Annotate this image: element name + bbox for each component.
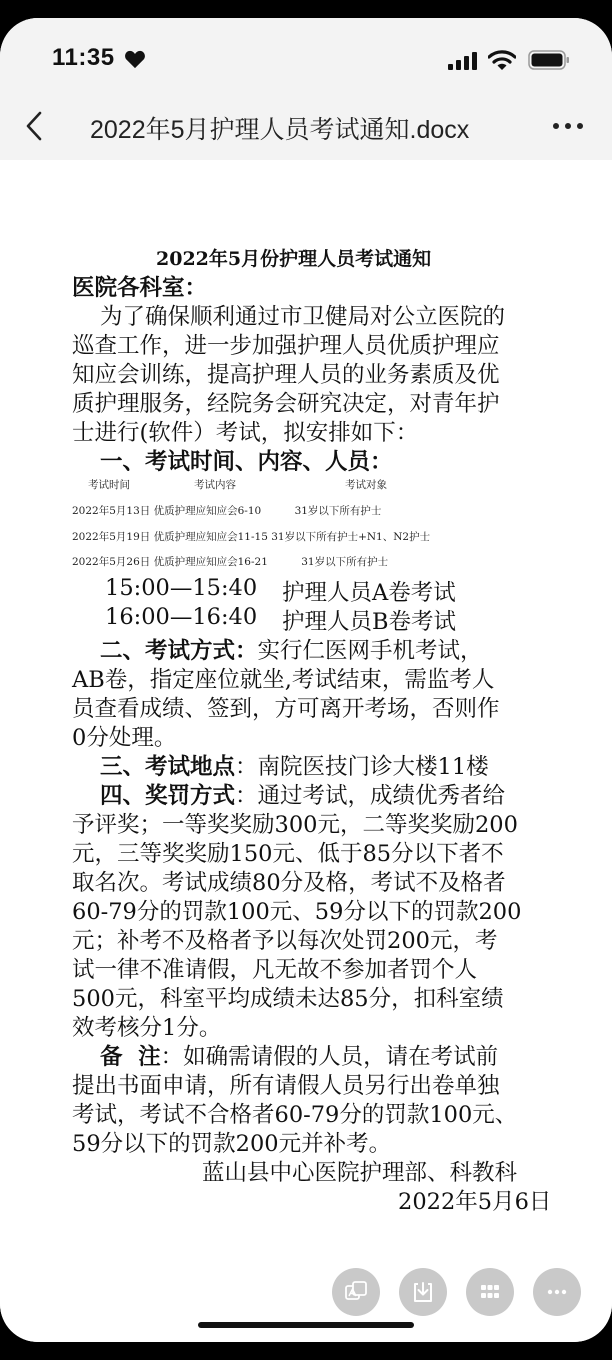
home-indicator[interactable] (198, 1322, 414, 1328)
signature: 蓝山县中心医院护理部、科教科 (202, 1160, 518, 1186)
more-options-icon[interactable] (548, 114, 588, 138)
paragraph-line: 予评奖；一等奖奖励300元，二等奖奖励200 (72, 812, 518, 838)
battery-icon (528, 50, 570, 70)
section-heading: 四、奖罚方式 (100, 783, 236, 809)
table-row: 2022年5月13日 优质护理应知应会6-10 31岁以下所有护士 (72, 505, 382, 517)
salutation: 医院各科室： (72, 275, 208, 301)
session-description: 护理人员B卷考试 (282, 609, 457, 635)
more-actions-button[interactable] (533, 1268, 581, 1316)
table-row: 2022年5月26日 优质护理应知应会16-21 31岁以下所有护士 (72, 556, 389, 568)
section-heading: 一、考试时间、内容、人员： (100, 449, 393, 475)
paragraph-line: 知应会训练，提高护理人员的业务素质及优 (72, 362, 500, 388)
section-heading: 备 注 (100, 1044, 161, 1070)
paragraph-line: 0分处理。 (72, 725, 177, 751)
document-date: 2022年5月6日 (398, 1189, 552, 1215)
back-chevron-icon[interactable] (20, 108, 50, 144)
download-icon (411, 1280, 435, 1304)
paragraph-line: 质护理服务，经院务会研究决定，对青年护 (72, 391, 500, 417)
paragraph-line: ：南院医技门诊大楼11楼 (235, 754, 489, 780)
table-header-content: 考试内容 (194, 479, 236, 491)
section-exam-method (100, 633, 483, 665)
paragraph-line: 实行仁医网手机考试， (257, 638, 483, 664)
session-description: 护理人员A卷考试 (282, 580, 456, 606)
status-time: 11:35 (52, 44, 115, 71)
grid-view-button[interactable] (466, 1268, 514, 1316)
section-exam-location (100, 749, 489, 781)
session-time: 15:00—15:40 (105, 575, 258, 601)
paragraph-line: 员查看成绩、签到，方可离开考场，否则作 (72, 696, 500, 722)
paragraph-line: AB卷，指定座位就坐,考试结束，需监考人 (72, 667, 495, 693)
section-heading: 二、考试方式： (100, 638, 258, 664)
table-header-time: 考试时间 (88, 479, 130, 491)
paragraph-line: 提出书面申请，所有请假人员另行出卷单独 (72, 1073, 500, 1099)
cellular-signal-icon (448, 52, 478, 70)
paragraph-line: 士进行(软件）考试，拟安排如下： (72, 420, 419, 446)
paragraph-line: 考试，考试不合格者60-79分的罚款100元、 (72, 1102, 518, 1128)
paragraph-line: 59分以下的罚款200元并补考。 (72, 1131, 392, 1157)
top-bar (0, 18, 612, 160)
grid-icon (478, 1280, 502, 1304)
table-header-target: 考试对象 (345, 479, 387, 491)
document-body (0, 160, 612, 1342)
table-row: 2022年5月19日 优质护理应知应会11-15 31岁以下所有护士+N1、N2护士 (72, 531, 431, 543)
session-time: 16:00—16:40 (105, 604, 258, 630)
download-button[interactable] (399, 1268, 447, 1316)
heart-icon (124, 49, 146, 69)
paragraph-line: 巡查工作，进一步加强护理人员优质护理应 (72, 333, 500, 359)
wifi-icon (488, 49, 516, 71)
paragraph-line: 效考核分1分。 (72, 1015, 222, 1041)
paragraph-line: ：通过考试，成绩优秀者给 (235, 783, 506, 809)
paragraph-line: 元，三等奖奖励150元、低于85分以下者不 (72, 841, 504, 867)
paragraph-line: 为了确保顺利通过市卫健局对公立医院的 (100, 304, 506, 330)
paragraph-line: 元；补考不及格者予以每次处罚200元，考 (72, 928, 498, 954)
translate-icon (344, 1280, 368, 1304)
paragraph-line: ：如确需请假的人员，请在考试前 (160, 1044, 499, 1070)
section-note (100, 1039, 498, 1071)
paragraph-line: 500元，科室平均成绩未达85分，扣科室绩 (72, 986, 504, 1012)
paragraph-line: 60-79分的罚款100元、59分以下的罚款200 (72, 899, 522, 925)
paragraph-line: 试一律不准请假，凡无故不参加者罚个人 (72, 957, 478, 983)
ellipsis-icon (545, 1280, 569, 1304)
paragraph-line: 取名次。考试成绩80分及格，考试不及格者 (72, 870, 506, 896)
document-heading: 2022年5月份护理人员考试通知 (156, 248, 432, 270)
phone-screen (0, 18, 612, 1342)
translate-button[interactable] (332, 1268, 380, 1316)
document-title: 2022年5月护理人员考试通知.docx (90, 116, 470, 144)
section-rewards (100, 778, 505, 810)
section-heading: 三、考试地点 (100, 754, 236, 780)
